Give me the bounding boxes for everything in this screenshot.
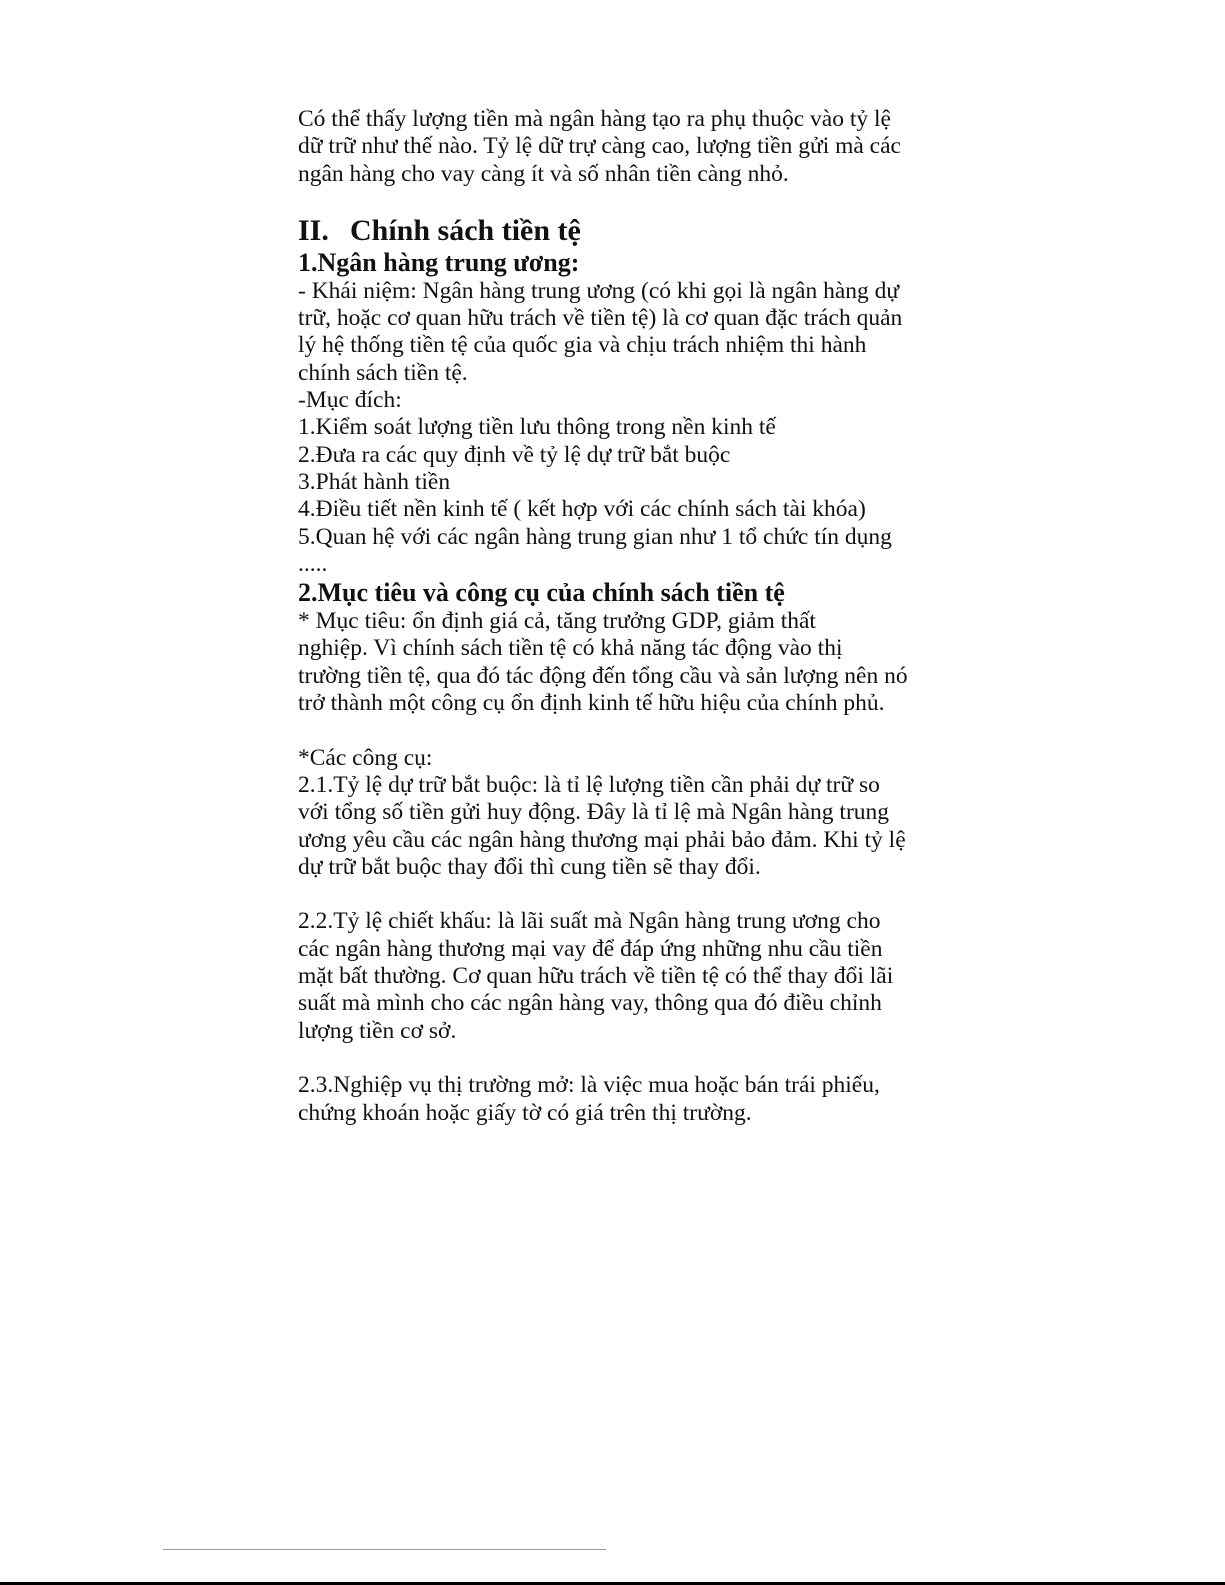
concept-paragraph: [298, 278, 938, 387]
text-line: ngân hàng cho vay càng ít và số nhân tiền càng nhỏ.: [298, 160, 789, 187]
text-line: nghiệp. Vì chính sách tiền tệ có khả năng tác động vào thị: [298, 635, 843, 662]
tool-discount-rate: [298, 908, 938, 1044]
intro-paragraph: [298, 106, 938, 188]
tools-label: [298, 745, 938, 772]
text-line: trở thành một công cụ ổn định kinh tế hữu hiệu của chính phủ.: [298, 690, 885, 717]
purpose-label: -Mục đích:: [298, 387, 402, 414]
text-line: *Các công cụ:: [298, 744, 433, 771]
list-item: 4.Điều tiết nền kinh tế ( kết hợp với các chính sách tài khóa): [298, 496, 866, 523]
text-line: lý hệ thống tiền tệ của quốc gia và chịu trách nhiệm thi hành: [298, 332, 867, 359]
list-item: 1.Kiểm soát lượng tiền lưu thông trong nền kinh tế: [298, 414, 776, 441]
text-line: chứng khoán hoặc giấy tờ có giá trên thị trường.: [298, 1099, 752, 1126]
text-line: trữ, hoặc cơ quan hữu trách về tiền tệ) là cơ quan đặc trách quản: [298, 305, 903, 332]
footnote-separator: [163, 1549, 606, 1550]
tool-reserve-ratio: [298, 772, 938, 881]
section-heading: [298, 214, 938, 248]
page-content: [298, 106, 938, 1127]
section-number: II.: [298, 213, 329, 247]
ellipsis: .....: [298, 550, 328, 577]
text-line: dữ trữ như thế nào. Tỷ lệ dữ trự càng cao, lượng tiền gửi mà các: [298, 133, 901, 160]
list-item: 5.Quan hệ với các ngân hàng trung gian như 1 tổ chức tín dụng: [298, 523, 892, 550]
text-line: Có thể thấy lượng tiền mà ngân hàng tạo ra phụ thuộc vào tỷ lệ: [298, 106, 891, 132]
paragraph-gap: [298, 881, 938, 908]
goals-paragraph: [298, 608, 938, 717]
section-title: Chính sách tiền tệ: [350, 213, 581, 247]
list-item: 3.Phát hành tiền: [298, 468, 451, 495]
text-line: lượng tiền cơ sở.: [298, 1017, 457, 1044]
text-line: 2.2.Tỷ lệ chiết khấu: là lãi suất mà Ngân hàng trung ương cho: [298, 908, 881, 935]
text-line: ương yêu cầu các ngân hàng thương mại phải bảo đảm. Khi tỷ lệ: [298, 826, 906, 853]
text-line: dự trữ bắt buộc thay đổi thì cung tiền sẽ thay đổi.: [298, 853, 761, 880]
text-line: các ngân hàng thương mại vay để đáp ứng những nhu cầu tiền: [298, 935, 883, 962]
text-line: - Khái niệm: Ngân hàng trung ương (có khi gọi là ngân hàng dự: [298, 277, 900, 304]
purpose-list: [298, 387, 938, 578]
text-line: chính sách tiền tệ.: [298, 359, 468, 386]
paragraph-gap: [298, 1045, 938, 1072]
text-line: 2.1.Tỷ lệ dự trữ bắt buộc: là tỉ lệ lượng tiền cần phải dự trữ so: [298, 771, 880, 798]
text-line: 2.3.Nghiệp vụ thị trường mở: là việc mua hoặc bán trái phiếu,: [298, 1072, 880, 1099]
text-line: * Mục tiêu: ổn định giá cả, tăng trưởng GDP, giảm thất: [298, 608, 816, 635]
subsection-heading-goals-tools: 2.Mục tiêu và công cụ của chính sách tiền tệ: [298, 578, 785, 608]
subsection-heading-central-bank: 1.Ngân hàng trung ương:: [298, 247, 580, 277]
text-line: trường tiền tệ, qua đó tác động đến tổng cầu và sản lượng nên nó: [298, 662, 908, 689]
text-line: mặt bất thường. Cơ quan hữu trách về tiền tệ có thể thay đổi lãi: [298, 963, 894, 990]
paragraph-gap: [298, 717, 938, 744]
text-line: suất mà mình cho các ngân hàng vay, thông qua đó điều chỉnh: [298, 990, 882, 1017]
text-line: với tổng số tiền gửi huy động. Đây là tỉ lệ mà Ngân hàng trung: [298, 799, 890, 826]
tool-open-market: [298, 1072, 938, 1127]
list-item: 2.Đưa ra các quy định về tỷ lệ dự trữ bắt buộc: [298, 441, 731, 468]
